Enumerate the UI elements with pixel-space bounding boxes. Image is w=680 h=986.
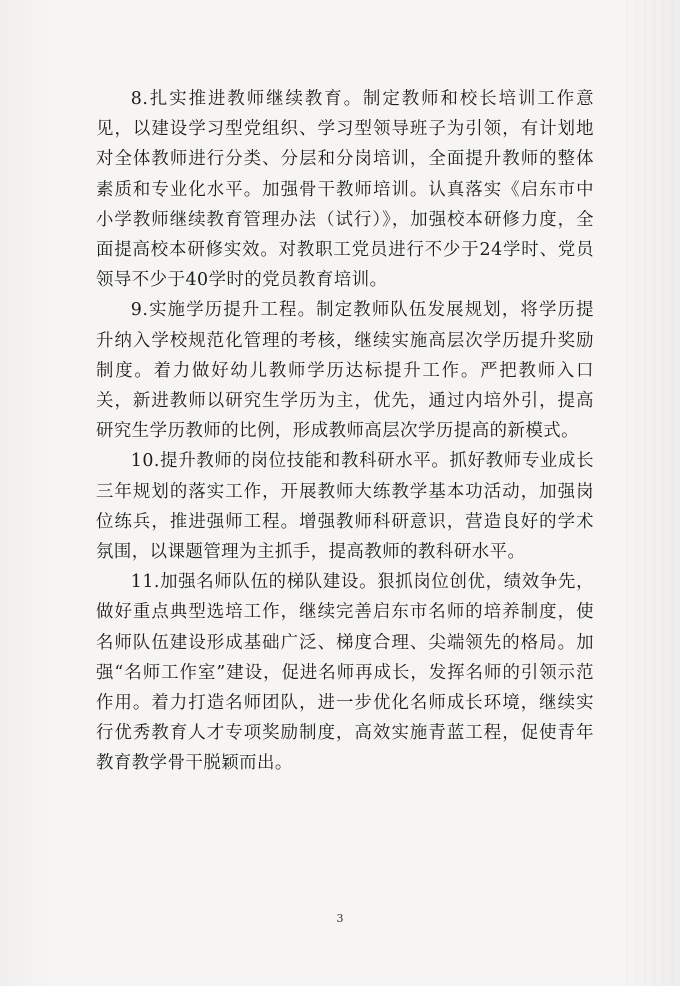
page-number: 3 <box>336 912 344 925</box>
document-body <box>96 84 594 779</box>
scan-edge-shading <box>620 0 680 986</box>
paragraph-item-8: 8.扎实推进教师继续教育。制定教师和校长培训工作意见，以建设学习型党组织、学习型领导班子为引领，有计划地对全体教师进行分类、分层和分岗培训，全面提升教师的整体素质和专业化水平。加强骨干教师培训。认真落实《启东市中小学教师继续教育管理办法（试行）》，加强校本研修力度，全面提高校本研修实效。对教职工党员进行不少于24学时、党员领导不少于40学时的党员教育培训。 <box>96 89 594 291</box>
paragraph-item-11: 11.加强名师队伍的梯队建设。狠抓岗位创优，绩效争先，做好重点典型选培工作，继续完善启东市名师的培养制度，使名师队伍建设形成基础广泛、梯度合理、尖端领先的格局。加强“名师工作室”建设，促进名师再成长，发挥名师的引领示范作用。着力打造名师团队，进一步优化名师成长环境，继续实行优秀教育人才专项奖励制度，高效实施青蓝工程，促使青年教育教学骨干脱颖而出。 <box>96 572 594 774</box>
paragraph-item-9: 9.实施学历提升工程。制定教师队伍发展规划，将学历提升纳入学校规范化管理的考核，继续实施高层次学历提升奖励制度。着力做好幼儿教师学历达标提升工作。严把教师入口关，新进教师以研究生学历为主，优先，通过内培外引，提高研究生学历教师的比例，形成教师高层次学历提高的新模式。 <box>96 300 594 442</box>
paragraph-item-10: 10.提升教师的岗位技能和教科研水平。抓好教师专业成长三年规划的落实工作，开展教师大练教学基本功活动，加强岗位练兵，推进强师工程。增强教师科研意识，营造良好的学术氛围，以课题管理为主抓手，提高教师的教科研水平。 <box>96 451 594 563</box>
